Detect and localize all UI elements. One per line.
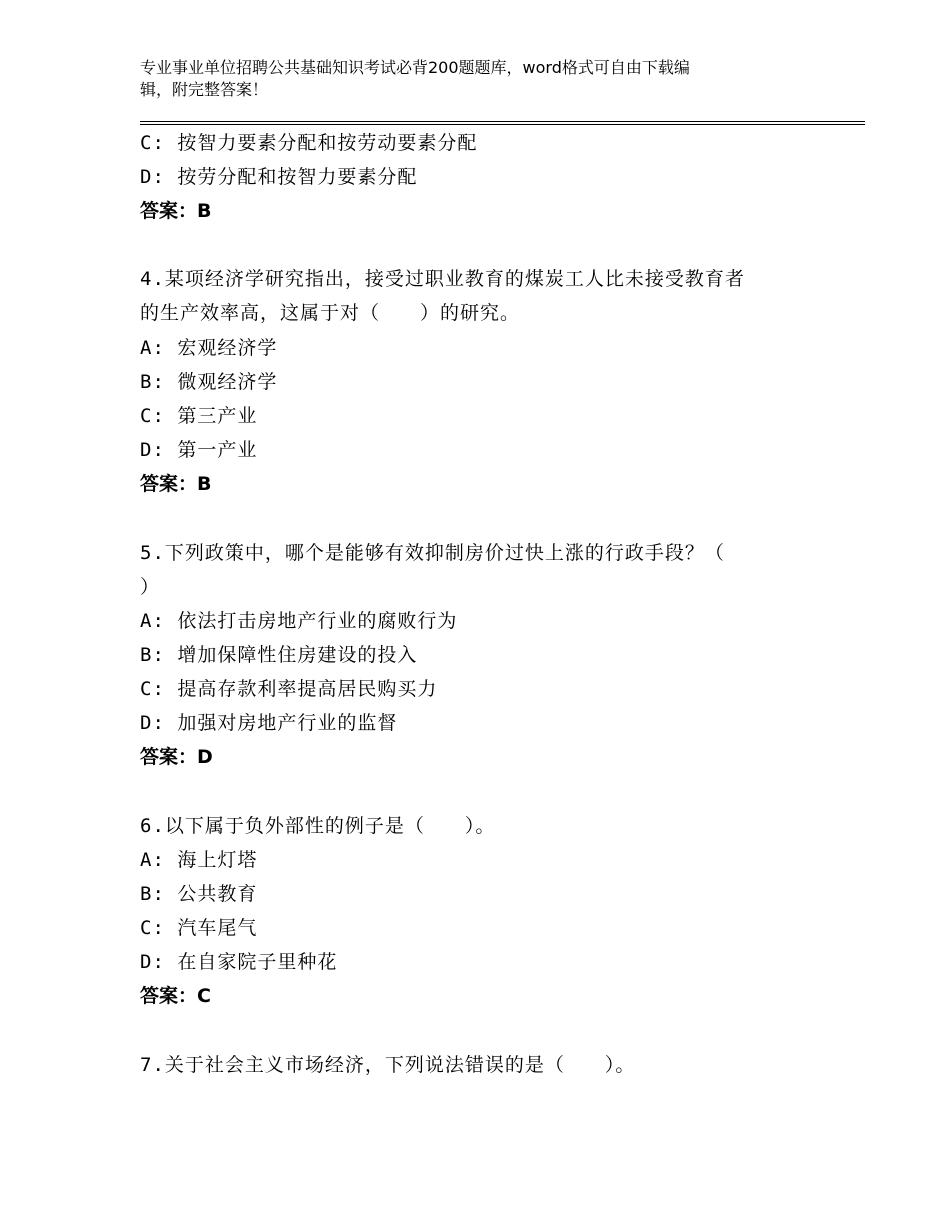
q5-stem-line-1: 5.下列政策中，哪个是能够有效抑制房价过快上涨的行政手段？（	[140, 542, 725, 564]
q3-answer: 答案：B	[140, 200, 212, 222]
q4-stem-line-2: 的生产效率高，这属于对（ ）的研究。	[140, 302, 521, 324]
header-title-line-1: 专业事业单位招聘公共基础知识考试必背200题题库，word格式可自由下载编	[140, 58, 690, 77]
q4-option-a: A: 宏观经济学	[140, 337, 278, 359]
q3-option-d: D: 按劳分配和按智力要素分配	[140, 166, 418, 188]
q4-option-d: D: 第一产业	[140, 439, 258, 461]
q7-stem: 7.关于社会主义市场经济，下列说法错误的是（ ）。	[140, 1054, 636, 1076]
q3-option-c: C: 按智力要素分配和按劳动要素分配	[140, 132, 478, 154]
document-header	[140, 57, 800, 101]
q5-option-c: C: 提高存款利率提高居民购买力	[140, 678, 438, 700]
q4-stem-line-1: 4.某项经济学研究指出，接受过职业教育的煤炭工人比未接受教育者	[140, 268, 745, 290]
q6-stem: 6.以下属于负外部性的例子是（ ）。	[140, 815, 496, 837]
q6-answer: 答案：C	[140, 985, 211, 1007]
q5-answer: 答案：D	[140, 746, 213, 768]
q4-option-b: B: 微观经济学	[140, 371, 278, 393]
q6-option-c: C: 汽车尾气	[140, 917, 258, 939]
header-title-line-2: 辑，附完整答案！	[140, 80, 269, 99]
q5-option-a: A: 依法打击房地产行业的腐败行为	[140, 610, 458, 632]
header-divider-top	[140, 121, 865, 122]
q4-answer: 答案：B	[140, 473, 212, 495]
q5-stem-line-2: ）	[140, 576, 161, 598]
q5-option-b: B: 增加保障性住房建设的投入	[140, 644, 418, 666]
q6-option-b: B: 公共教育	[140, 883, 258, 905]
q6-option-a: A: 海上灯塔	[140, 849, 258, 871]
header-divider-bottom	[140, 124, 865, 125]
q5-option-d: D: 加强对房地产行业的监督	[140, 712, 398, 734]
q4-option-c: C: 第三产业	[140, 405, 258, 427]
q6-option-d: D: 在自家院子里种花	[140, 951, 338, 973]
